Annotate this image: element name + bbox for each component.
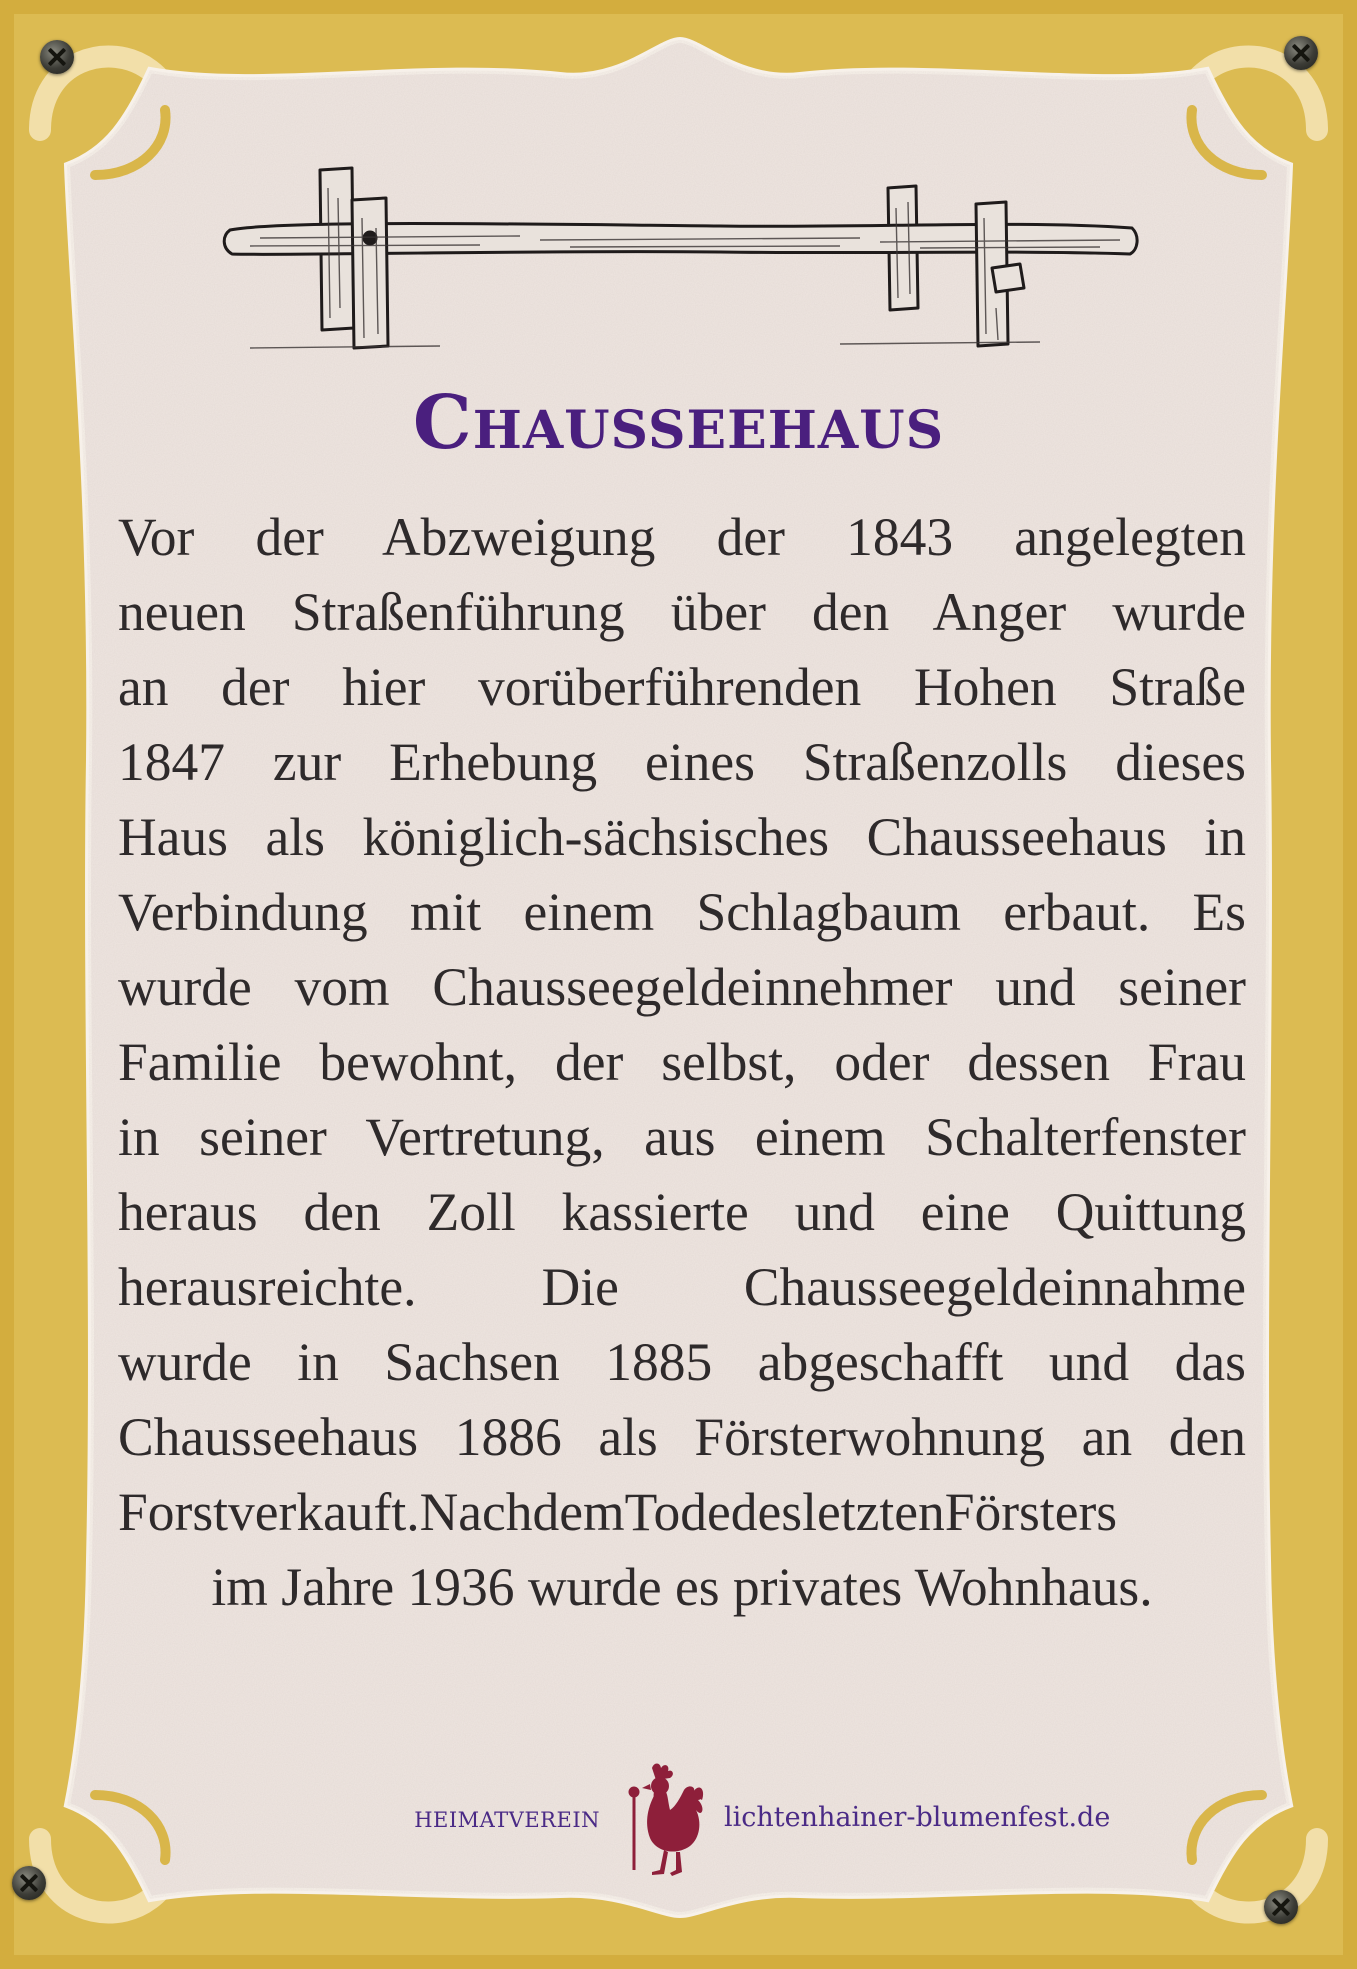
body-line: Haus als königlich-sächsisches Chausseehaus in — [118, 807, 1246, 867]
body-line: Verbindung mit einem Schlagbaum erbaut. Es — [118, 882, 1246, 942]
sign-title: Chausseehaus — [412, 380, 945, 466]
body-line: wurde vom Chausseegeldeinnehmer und seiner — [118, 957, 1246, 1017]
body-line: in seiner Vertretung, aus einem Schalterfenster — [118, 1107, 1246, 1167]
body-line: Forstverkauft.NachdemTodedesletztenFörsters — [118, 1482, 1118, 1542]
screw-icon — [1264, 1890, 1298, 1924]
body-line: neuen Straßenführung über den Anger wurde — [118, 582, 1246, 642]
footer-website: lichtenhainer-blumenfest.de — [724, 1802, 1111, 1833]
body-line: Vor der Abzweigung der 1843 angelegten — [118, 507, 1246, 567]
body-line: Familie bewohnt, der selbst, oder dessen Frau — [118, 1032, 1246, 1092]
body-line: 1847 zur Erhebung eines Straßenzolls dieses — [118, 732, 1246, 792]
body-line: im Jahre 1936 wurde es privates Wohnhaus. — [211, 1557, 1153, 1617]
turnpike-barrier-icon — [220, 158, 1150, 358]
screw-icon — [40, 40, 74, 74]
body-line: heraus den Zoll kassierte und eine Quittung — [118, 1182, 1246, 1242]
sign-footer — [0, 1760, 1357, 1880]
sign-body-text — [118, 500, 1246, 1625]
body-line: herausreichte. Die Chausseegeldeinnahme — [118, 1257, 1246, 1317]
screw-icon — [1284, 36, 1318, 70]
body-line: Chausseehaus 1886 als Försterwohnung an den — [118, 1407, 1246, 1467]
footer-association-name: HEIMATVEREIN — [414, 1808, 600, 1832]
body-line: an der hier vorüberführenden Hohen Straße — [118, 657, 1246, 717]
rooster-icon — [612, 1760, 708, 1880]
body-line: wurde in Sachsen 1885 abgeschafft und das — [118, 1332, 1246, 1392]
